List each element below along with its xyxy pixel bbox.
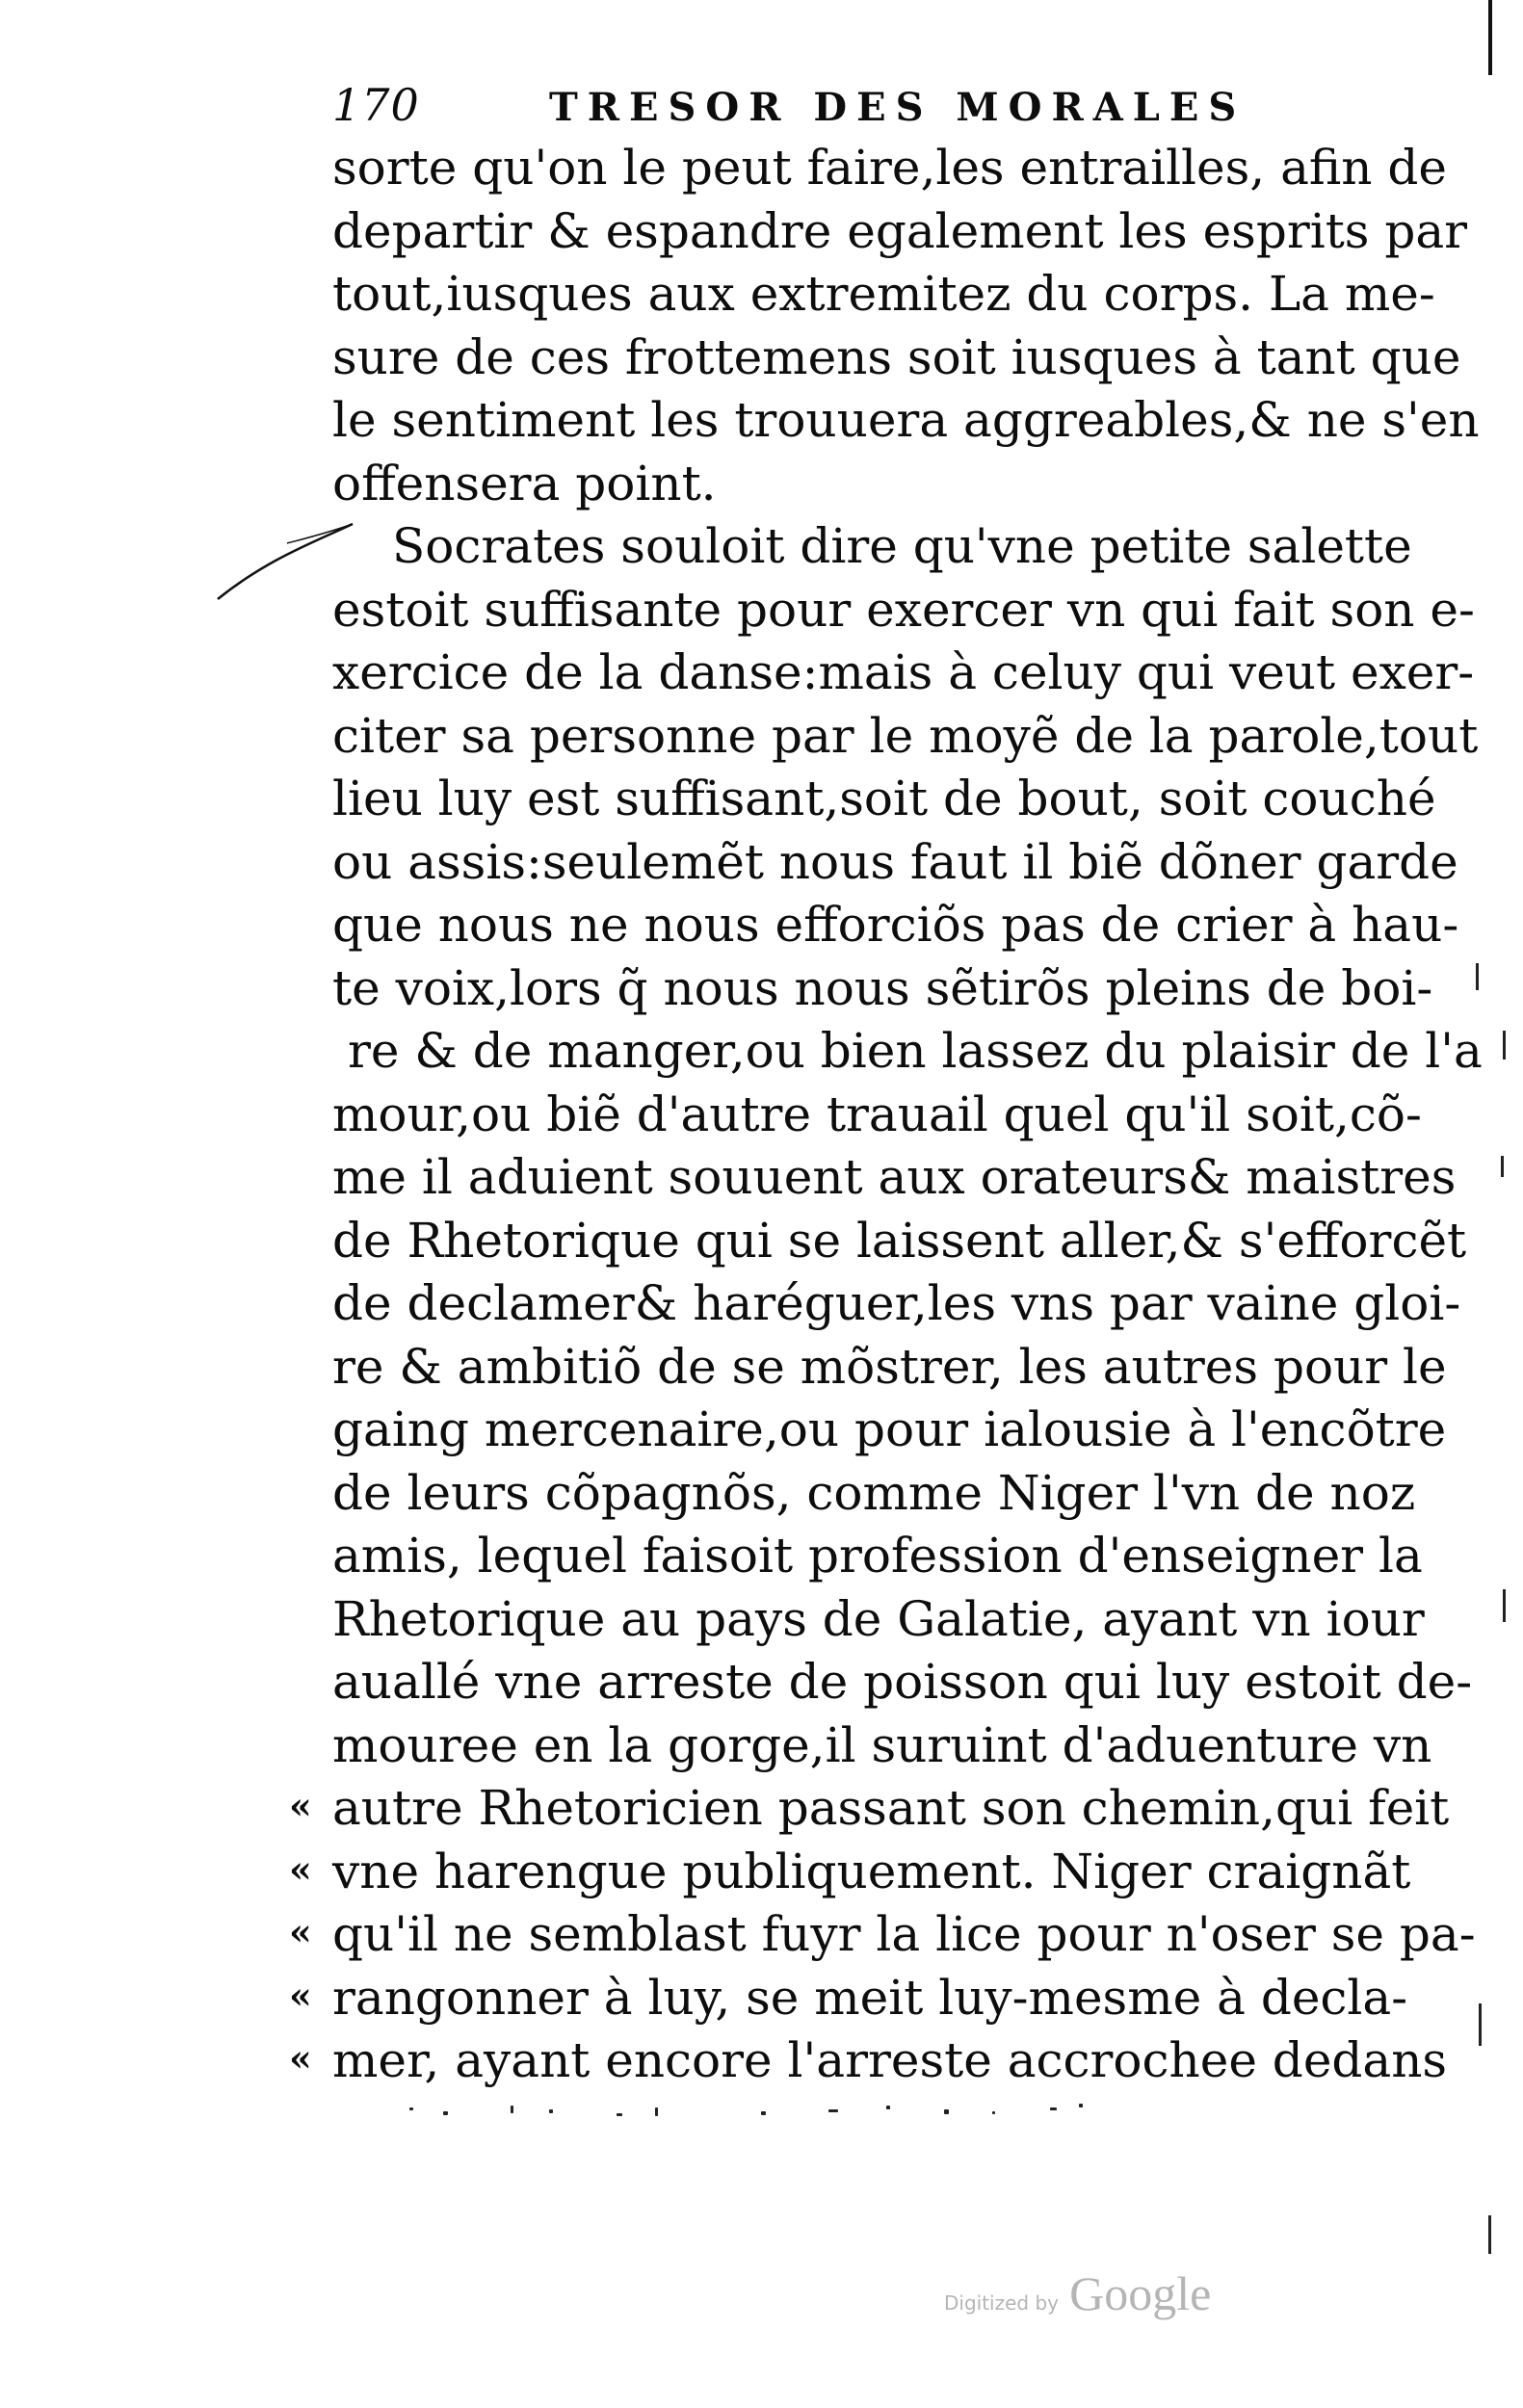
edge-mark [1503,1589,1506,1622]
text-line: mer, ayant encore l'arreste accrochee dedans [332,2032,1448,2088]
text-line: te voix,lors q̃ nous nous sẽtirõs pleins de boi- [332,959,1433,1016]
edge-mark [1476,963,1479,990]
text-line: me il aduient souuent aux orateurs& maistres [332,1149,1457,1205]
page-edge-line [1488,0,1492,75]
edge-mark [1503,1031,1506,1060]
text-line: le sentiment les trouuera aggreables,& ne s'en [332,392,1480,448]
text-line: departir & espandre egalement les esprits par [332,202,1468,259]
text-line: Rhetorique au pays de Galatie, ayant vn iour [332,1590,1425,1647]
quote-mark: « [289,1910,312,1953]
quote-mark: « [289,1846,312,1891]
text-line: offensera point. [332,455,717,511]
speck [511,2106,513,2113]
speck [617,2113,622,2116]
text-line: re & ambitiõ de se mõstrer, les autres pour le [332,1338,1447,1395]
speck [409,2107,413,2110]
text-line: Socrates souloit dire qu'vne petite salette [392,518,1412,574]
speck [886,2106,890,2109]
text-line: que nous ne nous efforciõs pas de crier à hau- [332,897,1459,953]
text-line: rangonner à luy, se meit luy-mesme à decla- [332,1969,1408,2026]
edge-mark [1479,2003,1482,2046]
text-line: estoit suffisante pour exercer vn qui fait son e- [332,581,1475,638]
page-number: 170 [332,79,420,131]
watermark-brand: Google [1069,2266,1212,2320]
text-line: autre Rhetoricien passant son chemin,qui feit [332,1780,1450,1836]
text-line: sorte qu'on le peut faire,les entrailles, afin de [332,140,1447,196]
page-header [332,79,1296,137]
speck [761,2111,766,2115]
text-line: sure de ces frottemens soit iusques à tant que [332,328,1461,385]
speck [1050,2107,1057,2110]
text-line: gaing mercenaire,ou pour ialousie à l'encõtre [332,1401,1447,1457]
speck [828,2109,838,2112]
edge-mark [1501,1156,1504,1177]
text-line: citer sa personne par le moyẽ de la parole,tout [332,707,1479,764]
text-line: amis, lequel faisoit profession d'enseigner la [332,1528,1423,1584]
text-line: tout,iusques aux extremitez du corps. La me- [332,266,1435,322]
speck [443,2111,448,2115]
text-line: qu'il ne semblast fuyr la lice pour n'oser se pa- [332,1906,1476,1962]
text-line: ou assis:seulemẽt nous faut il biẽ dõner garde [332,833,1458,890]
speck [549,2109,553,2113]
quote-mark: « [289,1784,312,1827]
margin-quote-marks [289,1774,328,2090]
text-line: xercice de la danse:mais à celuy qui veut exer- [332,644,1475,700]
digitization-watermark [944,2265,1211,2321]
running-title: TRESOR DES MORALES [549,85,1247,130]
text-line: re & de manger,ou bien lassez du plaisir de l'a [348,1023,1483,1079]
speck [1079,2104,1083,2107]
text-line: de declamer& haréguer,les vns par vaine gloi- [332,1275,1461,1331]
body-text [332,137,1483,2093]
text-line: mouree en la gorge,il suruint d'aduenture vn [332,1716,1432,1773]
text-line: auallé vne arreste de poisson qui luy estoit de- [332,1654,1473,1710]
text-line: mour,ou biẽ d'autre trauail quel qu'il soit,cõ- [332,1086,1422,1142]
speck [992,2111,995,2114]
text-line: de leurs cõpagnõs, comme Niger l'vn de noz [332,1464,1416,1521]
bleed-through-specks [405,2100,1368,2129]
watermark-prefix: Digitized by [944,2291,1059,2315]
speck [944,2109,949,2114]
text-line: de Rhetorique qui se laissent aller,& s'efforcẽt [332,1212,1467,1269]
speck [655,2107,658,2116]
text-line: lieu luy est suffisant,soit de bout, soit couché [332,771,1436,826]
edge-mark [1488,2215,1491,2254]
text-line: vne harengue publiquement. Niger craignãt [332,1843,1411,1899]
quote-mark: « [289,2036,312,2080]
quote-mark: « [289,1973,312,2017]
